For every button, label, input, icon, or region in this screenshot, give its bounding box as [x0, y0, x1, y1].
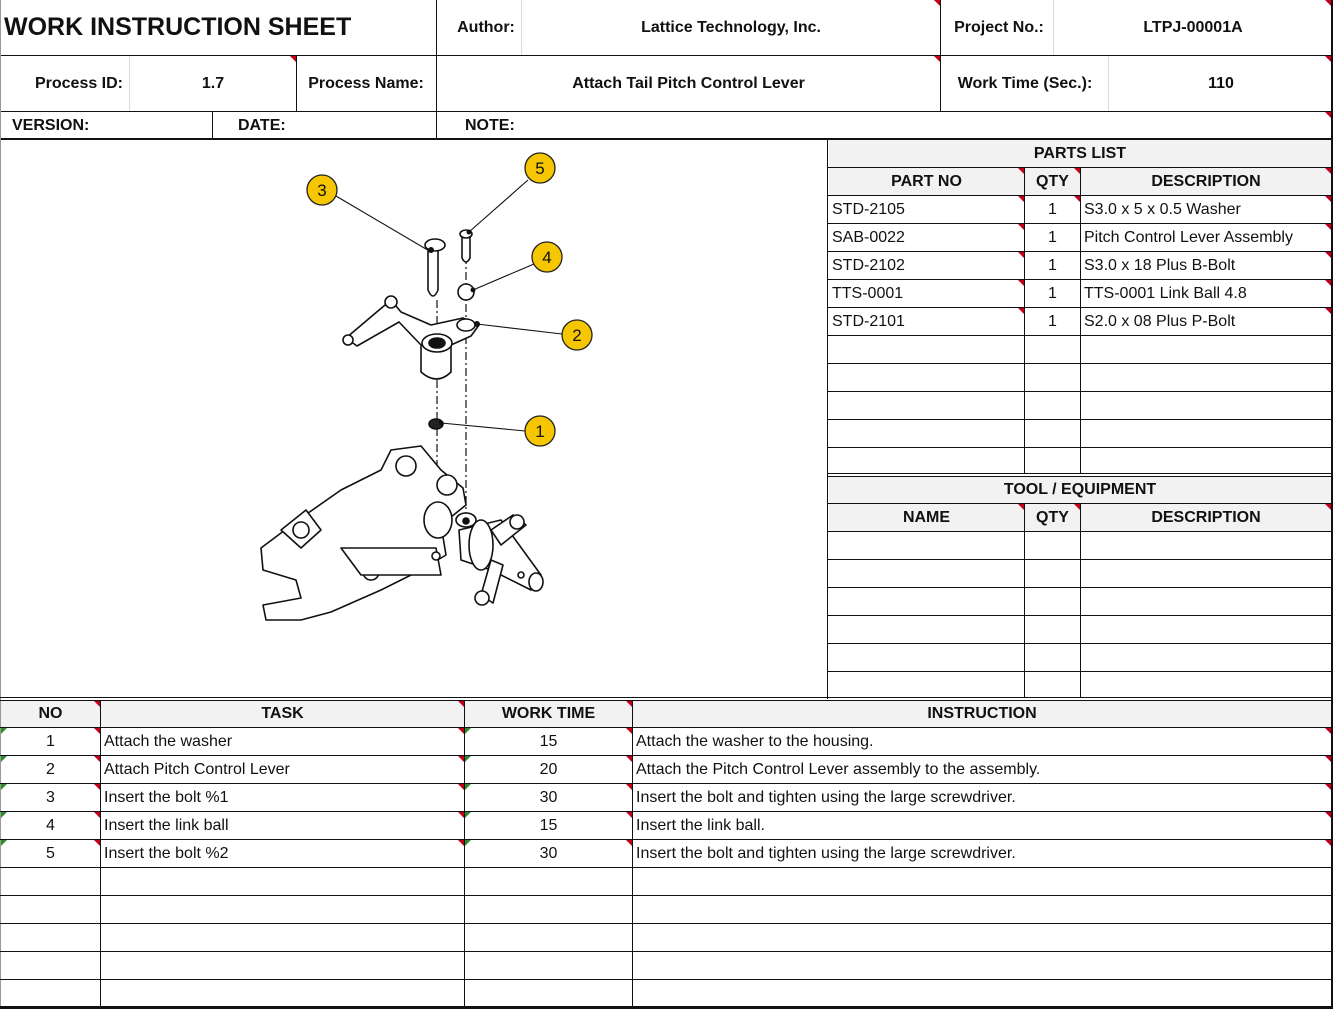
comment-marker [1325, 56, 1331, 62]
part-no-cell[interactable]: STD-2102 [832, 256, 905, 274]
comment-marker [934, 56, 940, 62]
date-value[interactable] [296, 112, 436, 139]
comment-marker [94, 784, 100, 790]
callout-2 [562, 320, 592, 350]
comment-marker [1018, 252, 1024, 258]
task-no-cell[interactable]: 3 [46, 788, 55, 806]
error-marker [1, 756, 7, 762]
project-label: Project No.: [954, 18, 1044, 36]
comment-marker [626, 701, 632, 707]
comment-marker [1325, 504, 1331, 510]
comment-marker [1325, 196, 1331, 202]
comment-marker [1325, 812, 1331, 818]
qty-cell[interactable]: 1 [1048, 312, 1057, 330]
error-marker [465, 728, 471, 734]
comment-marker [1325, 280, 1331, 286]
version-label: VERSION: [12, 116, 90, 134]
comment-marker [626, 756, 632, 762]
task-instruction-cell[interactable]: Attach the Pitch Control Lever assembly to the assembly. [636, 760, 1041, 778]
task-time-cell[interactable]: 15 [539, 732, 558, 750]
date-label: DATE: [238, 116, 286, 134]
description-cell[interactable]: S2.0 x 08 Plus P-Bolt [1084, 312, 1236, 330]
part-no-cell[interactable]: STD-2105 [832, 200, 905, 218]
divider [940, 0, 941, 111]
task-no-cell[interactable]: 5 [46, 844, 55, 862]
sheet-title: WORK INSTRUCTION SHEET [4, 13, 352, 41]
error-marker [1, 840, 7, 846]
comment-marker [1018, 196, 1024, 202]
comment-marker [1325, 784, 1331, 790]
parts-col-qty: QTY [1025, 168, 1080, 195]
task-time-cell[interactable]: 30 [539, 844, 558, 862]
work-time-value[interactable]: 110 [1208, 74, 1234, 92]
comment-marker [1074, 168, 1080, 174]
assembly-illustration [1, 140, 827, 698]
description-cell[interactable]: Pitch Control Lever Assembly [1084, 228, 1293, 246]
comment-marker [458, 812, 464, 818]
task-empty-rows[interactable] [1, 868, 1331, 1006]
comment-marker [1018, 224, 1024, 230]
callout-5 [525, 153, 555, 183]
divider [296, 56, 297, 111]
callout-1 [525, 416, 555, 446]
divider [1053, 0, 1054, 55]
comment-marker [1325, 756, 1331, 762]
divider [0, 839, 1333, 840]
divider [827, 139, 828, 699]
error-marker [465, 784, 471, 790]
author-label: Author: [457, 18, 515, 36]
task-col-no: NO [1, 701, 100, 727]
author-value[interactable]: Lattice Technology, Inc. [641, 18, 821, 36]
divider [0, 697, 1333, 698]
process-id-label: Process ID: [34, 74, 124, 92]
svg-text:1: 1 [535, 422, 545, 441]
task-instruction-cell[interactable]: Attach the washer to the housing. [636, 732, 874, 750]
parts-list-title: PARTS LIST [829, 140, 1331, 167]
comment-marker [1325, 252, 1331, 258]
divider [0, 55, 1333, 56]
process-id-value[interactable]: 1.7 [201, 74, 225, 92]
comment-marker [626, 812, 632, 818]
divider [521, 0, 522, 55]
comment-marker [290, 56, 296, 62]
comment-marker [458, 756, 464, 762]
comment-marker [1018, 504, 1024, 510]
divider [212, 111, 213, 138]
qty-cell[interactable]: 1 [1048, 200, 1057, 218]
error-marker [1, 812, 7, 818]
comment-marker [458, 784, 464, 790]
comment-marker [1325, 168, 1331, 174]
comment-marker [94, 756, 100, 762]
comment-marker [94, 728, 100, 734]
comment-marker [1325, 728, 1331, 734]
divider [0, 755, 1333, 756]
qty-cell[interactable]: 1 [1048, 256, 1057, 274]
svg-text:5: 5 [535, 159, 545, 178]
comment-marker [626, 784, 632, 790]
parts-col-description: DESCRIPTION [1081, 168, 1331, 195]
error-marker [465, 840, 471, 846]
task-name-cell[interactable]: Insert the bolt %1 [104, 788, 229, 806]
comment-marker [1325, 840, 1331, 846]
comment-marker [1325, 224, 1331, 230]
divider [0, 783, 1333, 784]
tools-title: TOOL / EQUIPMENT [829, 477, 1331, 503]
divider [1080, 167, 1081, 474]
qty-cell[interactable]: 1 [1048, 284, 1057, 302]
process-name-value[interactable]: Attach Tail Pitch Control Lever [572, 74, 805, 92]
task-time-cell[interactable]: 15 [539, 816, 558, 834]
divider [129, 56, 130, 111]
divider [0, 111, 1333, 112]
comment-marker [94, 701, 100, 707]
comment-marker [1325, 308, 1331, 314]
svg-text:4: 4 [542, 248, 552, 267]
task-col-task: TASK [101, 701, 464, 727]
qty-cell[interactable]: 1 [1048, 228, 1057, 246]
note-label: NOTE: [465, 116, 515, 134]
part-no-cell[interactable]: TTS-0001 [832, 284, 904, 302]
task-name-cell[interactable]: Insert the link ball [104, 816, 229, 834]
comment-marker [458, 701, 464, 707]
task-instruction-cell[interactable]: Insert the link ball. [636, 816, 765, 834]
divider [1024, 167, 1025, 474]
callout-3 [307, 175, 337, 205]
project-value[interactable]: LTPJ-00001A [1143, 18, 1243, 36]
comment-marker [1074, 504, 1080, 510]
error-marker [465, 812, 471, 818]
error-marker [1, 784, 7, 790]
task-no-cell[interactable]: 4 [46, 816, 55, 834]
process-name-label: Process Name: [308, 74, 424, 92]
comment-marker [458, 728, 464, 734]
task-no-cell[interactable]: 2 [46, 760, 55, 778]
tools-empty-rows[interactable] [829, 532, 1331, 698]
error-marker [1, 728, 7, 734]
parts-col-part-no: PART NO [829, 168, 1024, 195]
comment-marker [458, 840, 464, 846]
task-name-cell[interactable]: Insert the bolt %2 [104, 844, 229, 862]
comment-marker [626, 840, 632, 846]
svg-text:3: 3 [317, 181, 327, 200]
comment-marker [94, 840, 100, 846]
comment-marker [1018, 308, 1024, 314]
divider [436, 0, 437, 138]
svg-text:2: 2 [572, 326, 582, 345]
task-instruction-cell[interactable]: Insert the bolt and tighten using the large screwdriver. [636, 844, 1016, 862]
comment-marker [1074, 196, 1080, 202]
work-time-label: Work Time (Sec.): [957, 74, 1093, 92]
comment-marker [1325, 0, 1331, 6]
comment-marker [1325, 112, 1331, 118]
comment-marker [1018, 168, 1024, 174]
tools-col-description: DESCRIPTION [1081, 504, 1331, 531]
description-cell[interactable]: TTS-0001 Link Ball 4.8 [1084, 284, 1247, 302]
comment-marker [626, 728, 632, 734]
comment-marker [94, 812, 100, 818]
tools-col-qty: QTY [1025, 504, 1080, 531]
callout-4 [532, 242, 562, 272]
divider [1108, 56, 1109, 111]
part-no-cell[interactable]: STD-2101 [832, 312, 905, 330]
exploded-view-drawing [1, 140, 827, 698]
task-time-cell[interactable]: 20 [539, 760, 558, 778]
task-instruction-cell[interactable]: Insert the bolt and tighten using the large screwdriver. [636, 788, 1016, 806]
comment-marker [1018, 280, 1024, 286]
task-name-cell[interactable]: Attach the washer [104, 732, 233, 750]
task-col-work-time: WORK TIME [465, 701, 632, 727]
divider [0, 811, 1333, 812]
part-no-cell[interactable]: SAB-0022 [832, 228, 905, 246]
description-cell[interactable]: S3.0 x 18 Plus B-Bolt [1084, 256, 1236, 274]
task-no-cell[interactable]: 1 [46, 732, 55, 750]
description-cell[interactable]: S3.0 x 5 x 0.5 Washer [1084, 200, 1241, 218]
divider [0, 727, 1333, 728]
comment-marker [934, 0, 940, 6]
error-marker [465, 756, 471, 762]
version-value[interactable] [102, 112, 212, 139]
task-name-cell[interactable]: Attach Pitch Control Lever [104, 760, 290, 778]
task-col-instruction: INSTRUCTION [633, 701, 1331, 727]
note-value[interactable] [522, 112, 1332, 139]
tools-col-name: NAME [829, 504, 1024, 531]
task-time-cell[interactable]: 30 [539, 788, 558, 806]
divider [0, 1006, 1333, 1009]
